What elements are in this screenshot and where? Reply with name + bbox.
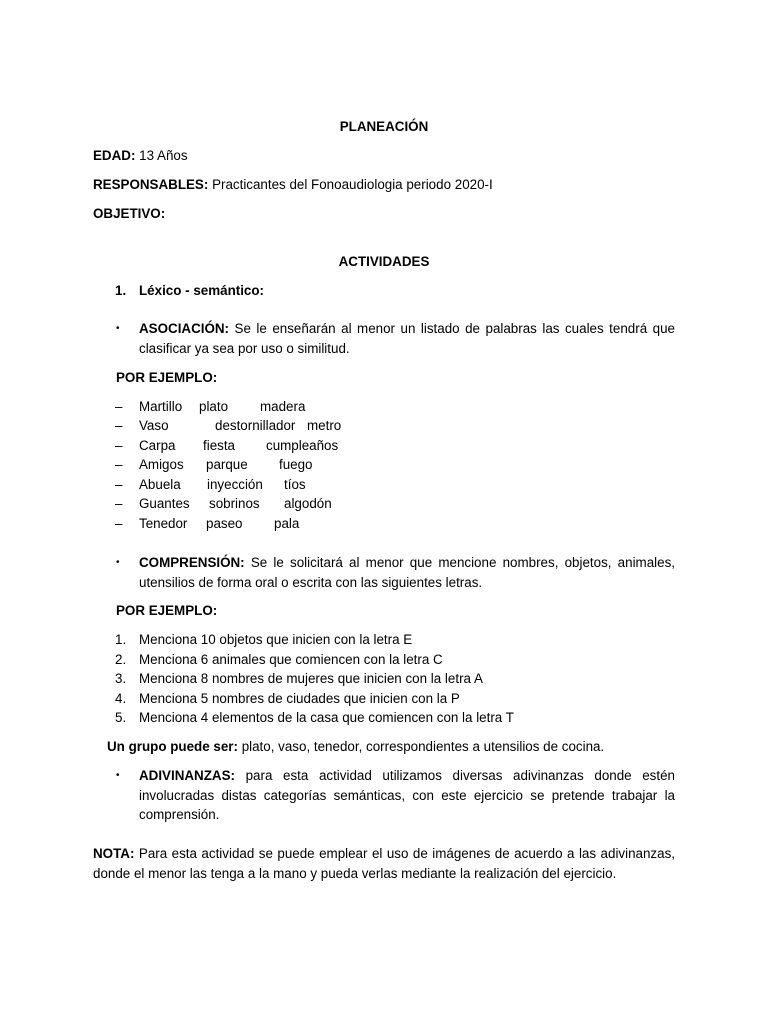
por-ejemplo-label: POR EJEMPLO: bbox=[116, 603, 218, 618]
document-title: PLANEACIÓN bbox=[339, 119, 429, 134]
section-1-heading bbox=[115, 281, 265, 301]
objetivo-paragraph bbox=[93, 204, 675, 224]
word-cell: Vaso bbox=[139, 418, 169, 433]
adivinanzas-label: ADIVINANZAS: bbox=[139, 768, 235, 783]
asociacion-label: ASOCIACIÓN: bbox=[139, 321, 230, 336]
nota-paragraph bbox=[93, 844, 675, 883]
nota-text: Para esta actividad se puede emplear el uso de imágenes de acuerdo a las adivinanzas, donde el menor las tenga a la mano y pueda verlas mediante la realización del ejercicio. bbox=[93, 846, 675, 881]
word-cell: algodón bbox=[284, 496, 332, 511]
grupo-line bbox=[107, 737, 604, 757]
word-cell: Carpa bbox=[139, 438, 176, 453]
section-1-label: Léxico - semántico: bbox=[139, 283, 265, 298]
dash-marker: – bbox=[115, 516, 123, 531]
objetivo-label: OBJETIVO: bbox=[93, 206, 166, 221]
word-cell: tíos bbox=[284, 477, 306, 492]
word-cell: Martillo bbox=[139, 399, 183, 414]
list-item-number: 3. bbox=[115, 671, 127, 686]
section-1-number: 1. bbox=[115, 283, 127, 298]
adivinanzas-text: para esta actividad utilizamos diversas adivinanzas donde estén involucradas distas categorías semánticas, con este ejercicio se pretende trabajar la comprensión. bbox=[139, 768, 675, 822]
word-cell: fiesta bbox=[203, 438, 236, 453]
word-cell: pala bbox=[274, 516, 300, 531]
asociacion-text: Se le enseñarán al menor un listado de palabras las cuales tendrá que clasificar ya sea por uso o similitud. bbox=[139, 321, 675, 356]
word-cell: Guantes bbox=[139, 496, 190, 511]
word-cell: metro bbox=[307, 418, 342, 433]
por-ejemplo-label: POR EJEMPLO: bbox=[116, 370, 218, 385]
bullet-icon: • bbox=[116, 557, 120, 568]
bullet-icon: • bbox=[116, 323, 120, 334]
word-cell: madera bbox=[260, 399, 306, 414]
grupo-label: Un grupo puede ser: bbox=[107, 739, 238, 754]
edad-value: 13 Años bbox=[139, 148, 188, 163]
list-item-number: 1. bbox=[115, 632, 127, 647]
word-cell: inyección bbox=[207, 477, 263, 492]
word-cell: cumpleaños bbox=[266, 438, 339, 453]
grupo-text: plato, vaso, tenedor, correspondientes a utensilios de cocina. bbox=[241, 739, 605, 754]
list-item-number: 5. bbox=[115, 710, 127, 725]
responsables-label: RESPONSABLES: bbox=[93, 177, 209, 192]
list-item-number: 2. bbox=[115, 652, 127, 667]
list-item-text: Menciona 4 elementos de la casa que comiencen con la letra T bbox=[139, 710, 514, 725]
word-cell: parque bbox=[206, 457, 248, 472]
word-cell: paseo bbox=[206, 516, 243, 531]
responsables-line bbox=[93, 175, 675, 195]
dash-marker: – bbox=[115, 438, 123, 453]
word-cell: plato bbox=[199, 399, 229, 414]
dash-marker: – bbox=[115, 399, 123, 414]
responsables-value: Practicantes del Fonoaudiologia periodo 2020-I bbox=[212, 177, 493, 192]
nota-label: NOTA: bbox=[93, 846, 135, 861]
edad-line bbox=[93, 146, 675, 166]
edad-label: EDAD: bbox=[93, 148, 136, 163]
list-item-text: Menciona 10 objetos que inicien con la letra E bbox=[139, 632, 413, 647]
adivinanzas-paragraph bbox=[139, 766, 675, 825]
list-item-text: Menciona 8 nombres de mujeres que inicien con la letra A bbox=[139, 671, 483, 686]
actividades-heading: ACTIVIDADES bbox=[338, 254, 430, 269]
word-cell: Amigos bbox=[139, 457, 184, 472]
word-cell: fuego bbox=[279, 457, 313, 472]
dash-marker: – bbox=[115, 457, 123, 472]
dash-marker: – bbox=[115, 418, 123, 433]
list-item-text: Menciona 5 nombres de ciudades que inicien con la P bbox=[139, 691, 460, 706]
list-item-text: Menciona 6 animales que comiencen con la letra C bbox=[139, 652, 443, 667]
word-cell: sobrinos bbox=[209, 496, 260, 511]
comprension-text: Se le solicitará al menor que mencione nombres, objetos, animales, utensilios de forma oral o escrita con las siguientes letras. bbox=[139, 555, 675, 590]
word-cell: Abuela bbox=[139, 477, 181, 492]
dash-marker: – bbox=[115, 496, 123, 511]
bullet-icon: • bbox=[116, 770, 120, 781]
comprension-label: COMPRENSIÓN: bbox=[139, 555, 245, 570]
asociacion-paragraph bbox=[139, 319, 675, 358]
word-cell: Tenedor bbox=[139, 516, 188, 531]
comprension-paragraph bbox=[139, 553, 675, 592]
list-item-number: 4. bbox=[115, 691, 127, 706]
word-cell: destornillador bbox=[215, 418, 296, 433]
dash-marker: – bbox=[115, 477, 123, 492]
